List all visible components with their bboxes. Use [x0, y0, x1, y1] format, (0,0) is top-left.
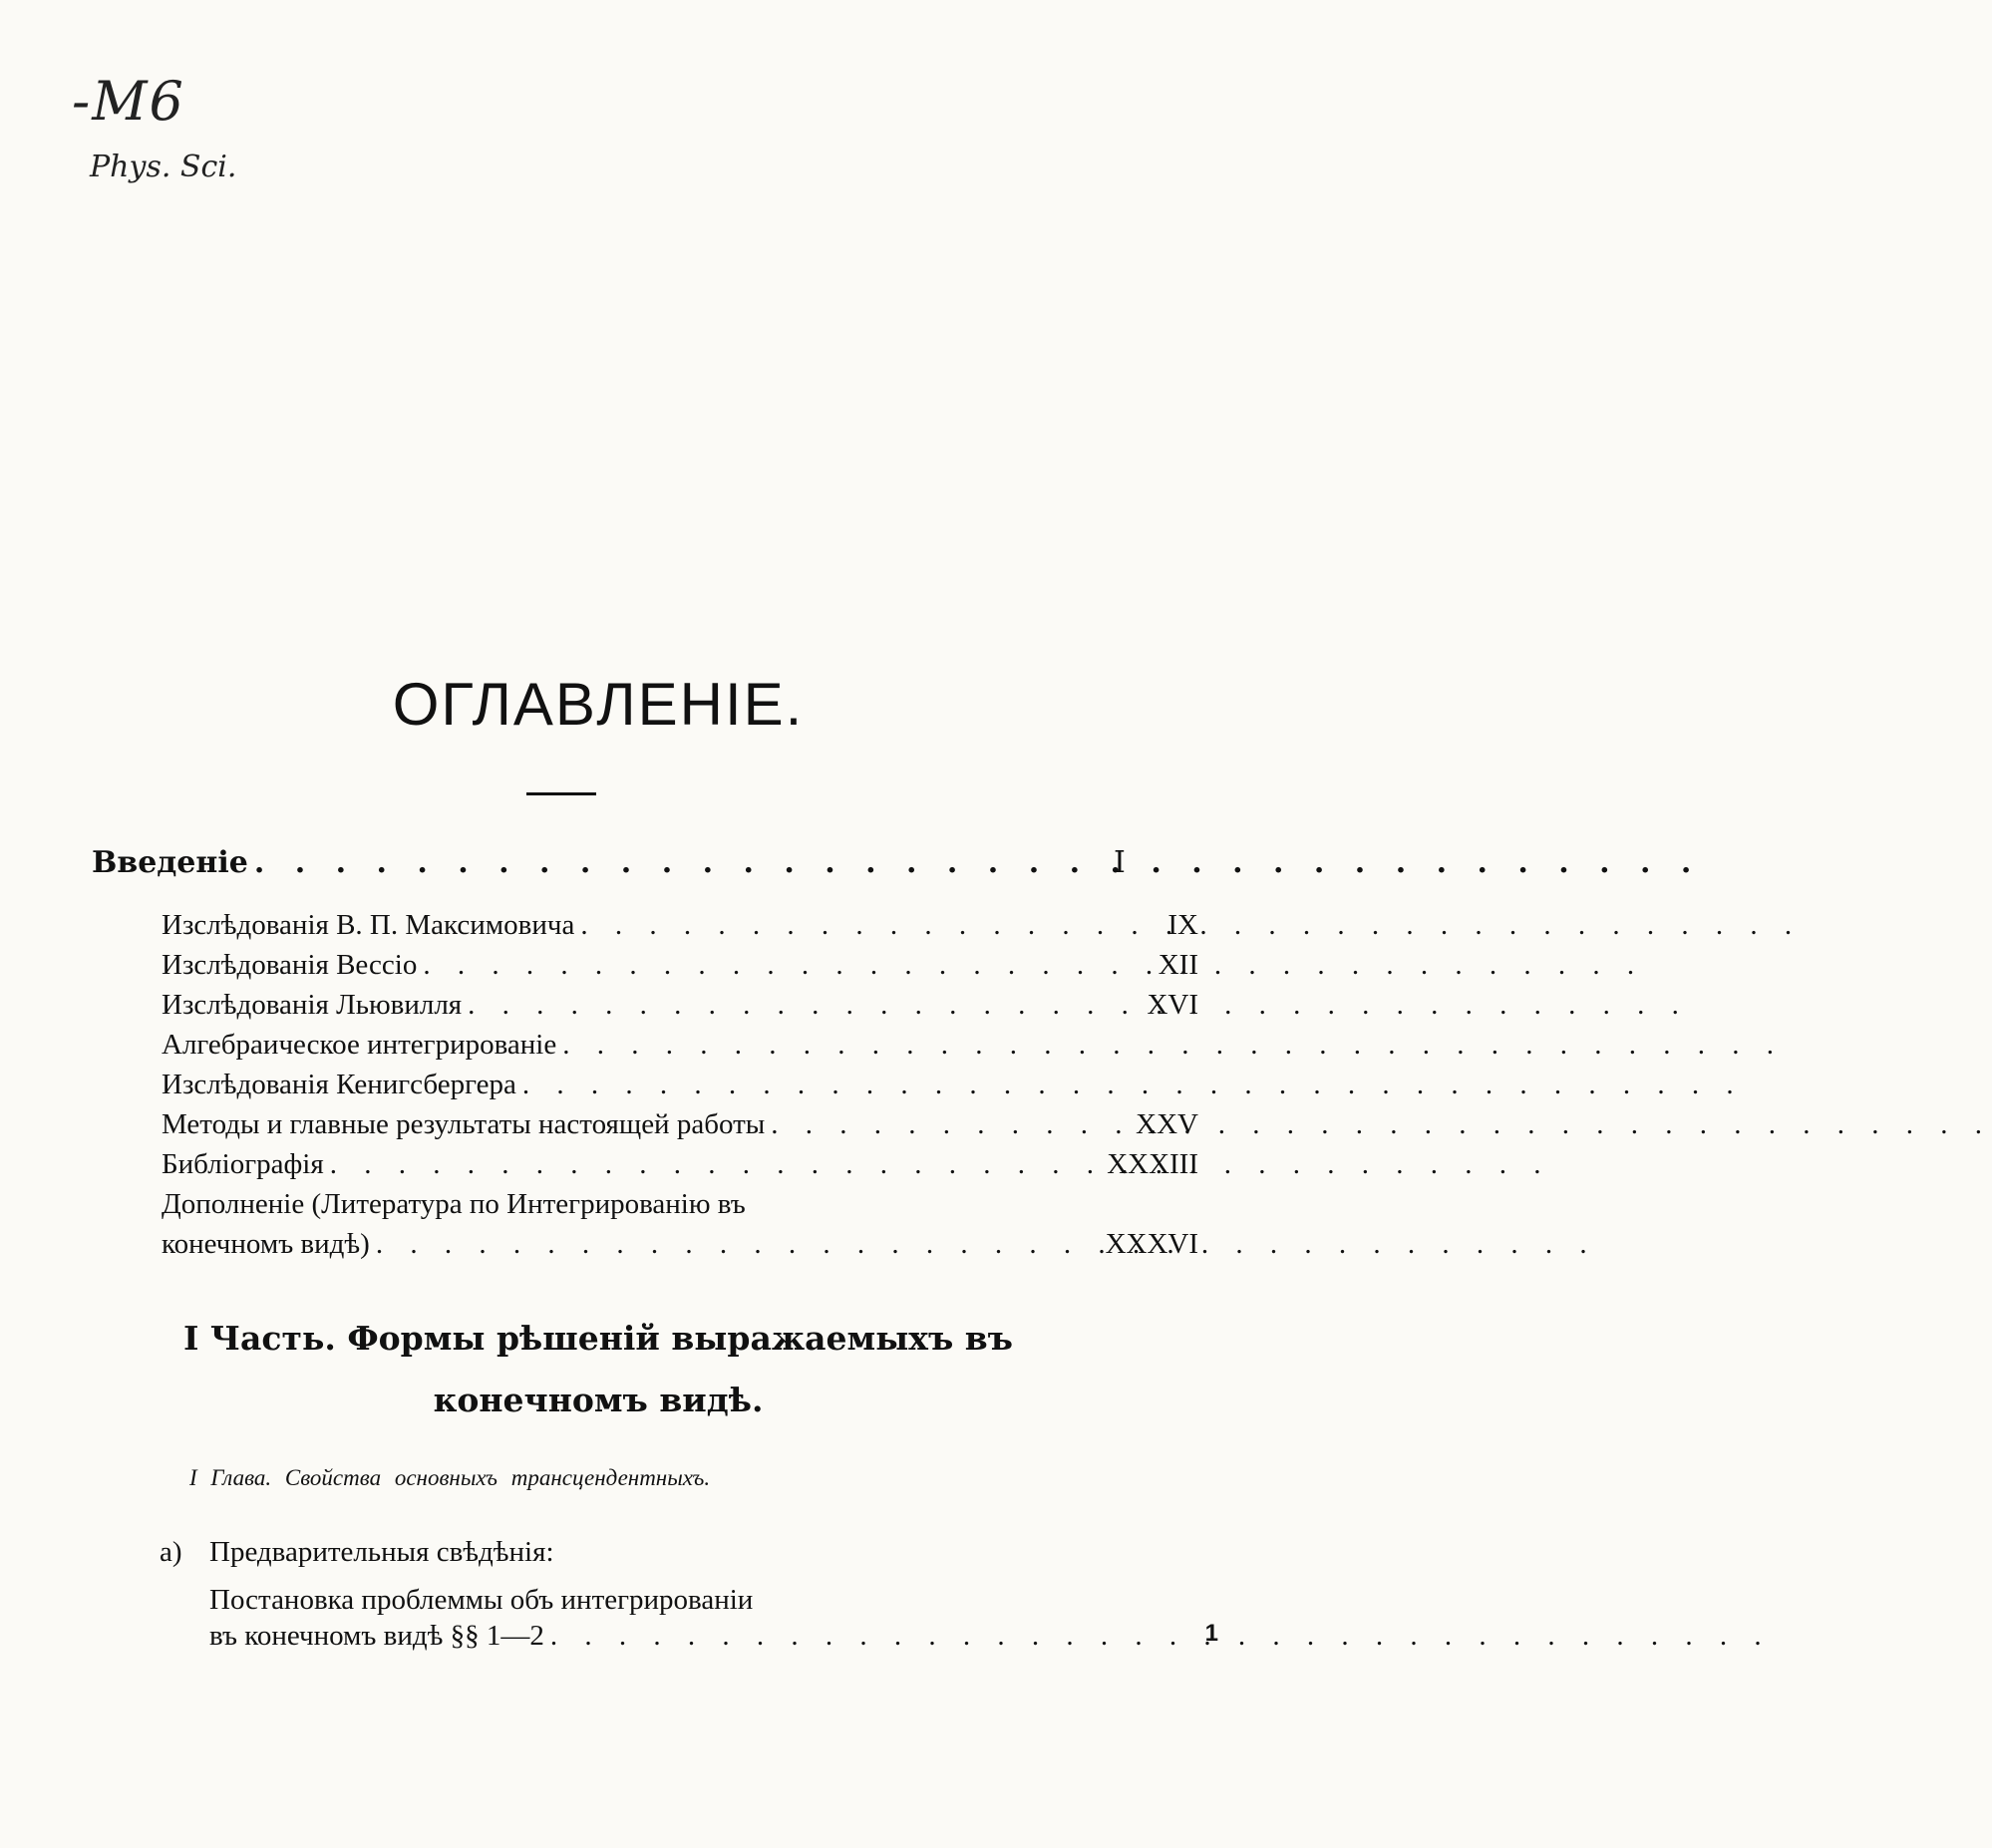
toc-entry[interactable]	[162, 989, 1198, 1022]
toc-entry[interactable]	[209, 1620, 1218, 1653]
leader-dots	[516, 1069, 1744, 1101]
toc-entry[interactable]	[162, 1029, 899, 1062]
toc-entry-label: конечномъ видѣ)	[162, 1228, 370, 1260]
toc-entry-label: Введеніе	[92, 845, 248, 880]
toc-entry-label: Изслѣдованія Вессіо	[162, 949, 418, 981]
toc-entry-label: Изслѣдованія Льювилля	[162, 989, 463, 1021]
toc-entry-label: Изслѣдованія Кенигсбергера	[162, 1069, 516, 1100]
toc-entry-supplement-line1: Дополненіе (Литература по Интегрированію въ	[162, 1188, 746, 1220]
toc-entry-page: XXXVI	[1105, 1228, 1198, 1260]
toc-entry-label: Алгебраическое интегрированіе	[162, 1029, 557, 1061]
toc-entry-line1: Постановка проблеммы объ интегрированіи	[209, 1584, 754, 1616]
toc-entry-page: XXV	[1136, 1108, 1198, 1140]
toc-entry[interactable]	[162, 1108, 1198, 1141]
subsection-title: Предварительныя свѣдѣнія:	[209, 1536, 554, 1568]
toc-entry-supplement[interactable]	[162, 1228, 1198, 1261]
toc-entry[interactable]	[162, 909, 1198, 942]
handwritten-shelfmark: -M6	[72, 70, 185, 133]
toc-entry[interactable]	[162, 1148, 1198, 1181]
leader-dots	[556, 1029, 1784, 1062]
part-heading: I Часть. Формы рѣшеній выражаемыхъ въ	[182, 1319, 1013, 1358]
toc-entry-label: Изслѣдованія В. П. Максимовича	[162, 909, 575, 941]
chapter-heading: I Глава. Свойства основныхъ трансцендентныхъ.	[189, 1465, 711, 1490]
title-divider	[526, 792, 596, 795]
toc-entry-page: 1	[1204, 1620, 1218, 1647]
toc-entry[interactable]	[162, 1069, 899, 1101]
subsection-heading	[160, 1536, 554, 1569]
part-heading-continued: конечномъ видѣ.	[433, 1381, 764, 1419]
toc-entry-label: въ конечномъ видѣ §§ 1—2	[209, 1620, 544, 1652]
toc-entry-label: Методы и главные результаты настоящей работы	[162, 1108, 766, 1140]
toc-entry-label: Библіографія	[162, 1148, 324, 1180]
toc-entry-page: I	[1114, 845, 1126, 880]
page-title: ОГЛАВЛЕНІЕ.	[392, 671, 805, 738]
toc-entry[interactable]	[162, 949, 1198, 982]
toc-entry-page: XVI	[1147, 989, 1198, 1021]
subsection-marker: а)	[160, 1536, 182, 1568]
toc-entry-page: XXXIII	[1107, 1148, 1198, 1180]
handwritten-subject-note: Phys. Sci.	[90, 150, 237, 184]
toc-entry-introduction[interactable]	[92, 845, 1126, 880]
toc-entry-page: XII	[1158, 949, 1198, 981]
toc-entry-page: IX	[1167, 909, 1198, 941]
